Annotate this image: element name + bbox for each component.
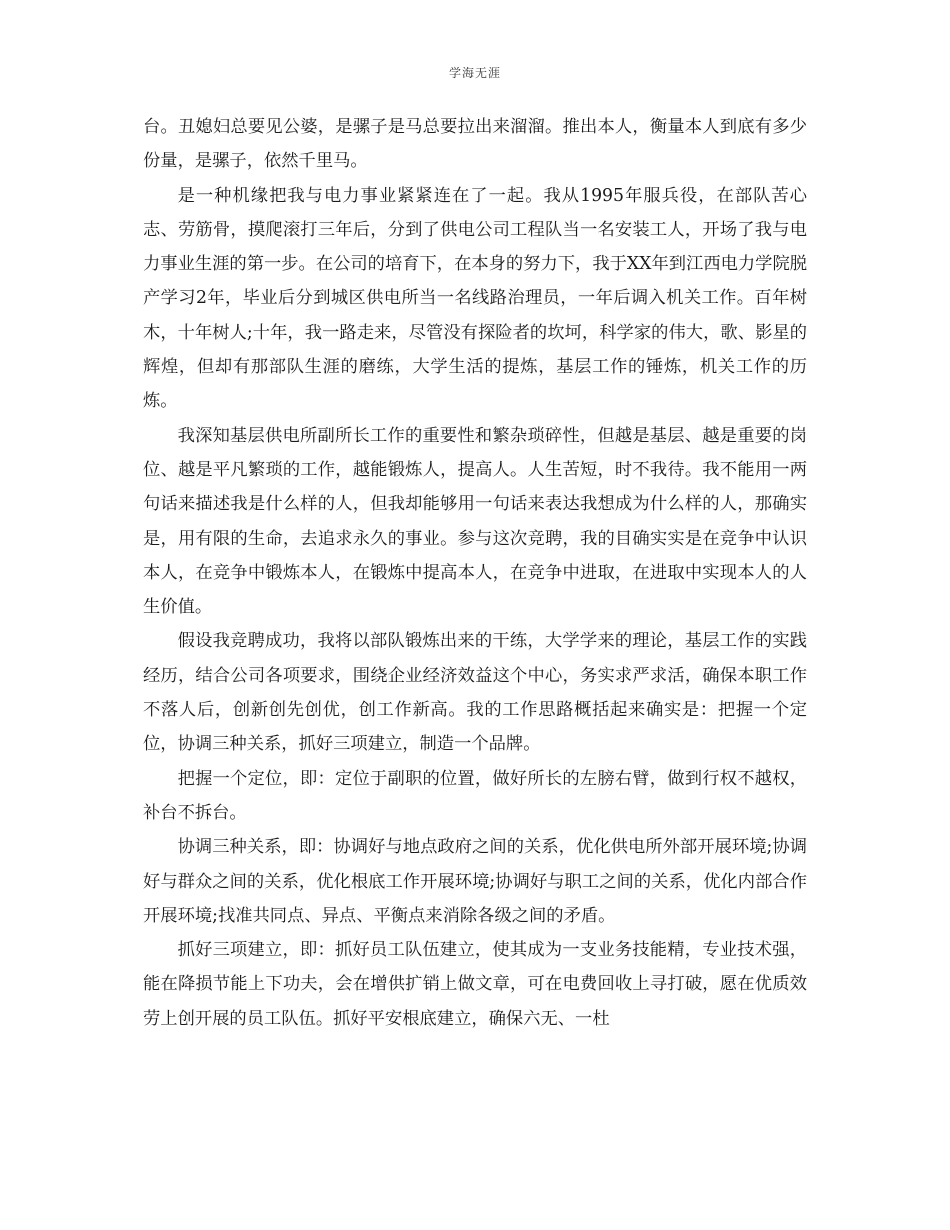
paragraph-7: 抓好三项建立，即：抓好员工队伍建立，使其成为一支业务技能精，专业技术强，能在降损节能上下功夫，会在增供扩销上做文章，可在电费回收上寻打破，愿在优质效劳上创开展的员工队伍。抓好平安根底建立，确保六无、一杜 — [143, 940, 807, 1029]
paragraph-1: 台。丑媳妇总要见公婆，是骡子是马总要拉出来溜溜。推出本人，衡量本人到底有多少份量，是骡子，依然千里马。 — [143, 117, 807, 172]
paragraph-6: 协调三种关系，即：协调好与地点政府之间的关系，优化供电所外部开展环境;协调好与群众之间的关系，优化根底工作开展环境;协调好与职工之间的关系，优化内部合作开展环境;找准共同点、异点、平衡点来消除各级之间的矛盾。 — [143, 837, 807, 926]
document-body — [143, 110, 807, 1036]
page-header: 学海无涯 — [448, 66, 501, 80]
paragraph-4: 假设我竞聘成功，我将以部队锻炼出来的干练，大学学来的理论，基层工作的实践经历，结合公司各项要求，围绕企业经济效益这个中心，务实求严求活，确保本职工作不落人后，创新创先创优，创工作新高。我的工作思路概括起来确实是：把握一个定位，协调三种关系，抓好三项建立，制造一个品牌。 — [143, 631, 807, 755]
paragraph-2: 是一种机缘把我与电力事业紧紧连在了一起。我从1995年服兵役，在部队苦心志、劳筋骨，摸爬滚打三年后，分到了供电公司工程队当一名安装工人，开场了我与电力事业生涯的第一步。在公司的培育下，在本身的努力下，我于XX年到江西电力学院脱产学习2年，毕业后分到城区供电所当一名线路治理员，一年后调入机关工作。百年树木，十年树人;十年，我一路走来，尽管没有探险者的坎坷，科学家的伟大，歌、影星的辉煌，但却有那部队生涯的磨练，大学生活的提炼，基层工作的锤炼，机关工作的历炼。 — [143, 185, 808, 412]
paragraph-5: 把握一个定位，即：定位于副职的位置，做好所长的左膀右臂，做到行权不越权，补台不拆台。 — [143, 768, 807, 823]
paragraph-3: 我深知基层供电所副所长工作的重要性和繁杂琐碎性，但越是基层、越是重要的岗位、越是平凡繁琐的工作，越能锻炼人，提高人。人生苦短，时不我待。我不能用一两句话来描述我是什么样的人，但我却能够用一句话来表达我想成为什么样的人，那确实是，用有限的生命，去追求永久的事业。参与这次竞聘，我的目确实实是在竞争中认识本人，在竞争中锻炼本人，在锻炼中提高本人，在竞争中进取，在进取中实现本人的人生价值。 — [143, 425, 807, 618]
